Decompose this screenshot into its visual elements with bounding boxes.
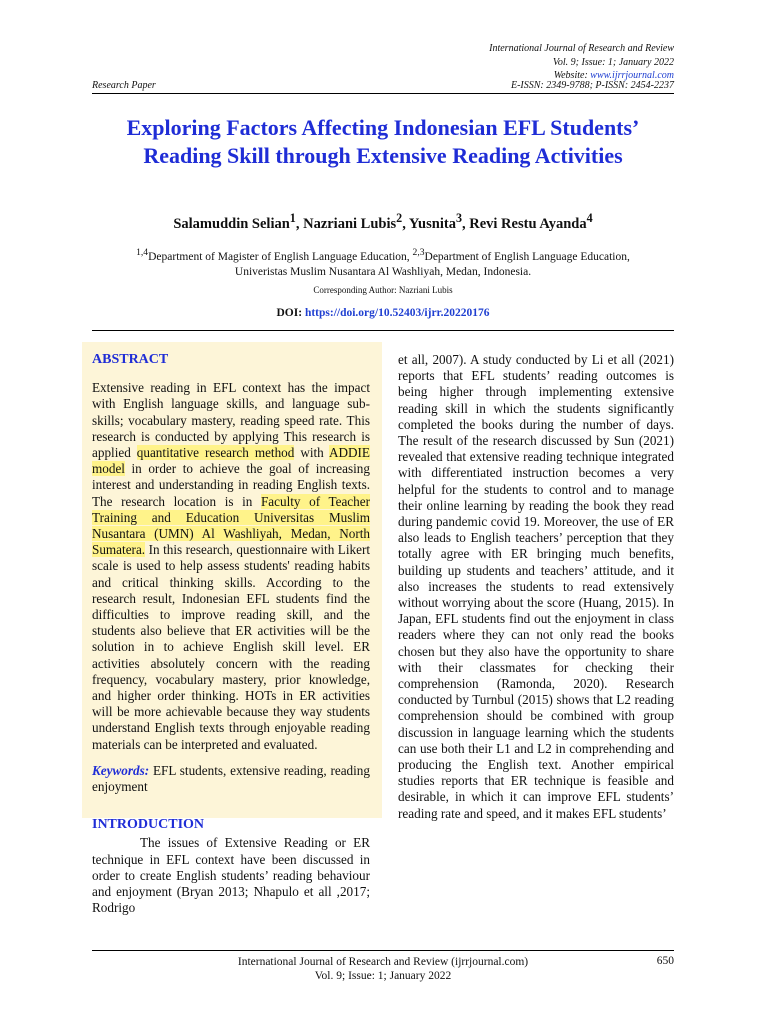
- journal-header: [489, 42, 674, 83]
- journal-name: International Journal of Research and Review: [489, 43, 674, 54]
- affiliation-line-1: [92, 245, 674, 265]
- author-sup: 4: [586, 211, 593, 225]
- corresponding-author: Corresponding Author: Nazriani Lubis: [313, 285, 453, 295]
- keywords-text: EFL students, extensive reading, reading enjoyment: [92, 762, 370, 795]
- affil-dept: Department of English Language Education,: [424, 250, 630, 263]
- header-divider: [92, 93, 674, 94]
- keywords: [92, 763, 370, 795]
- author-name: Salamuddin Selian: [173, 215, 290, 232]
- issn: E-ISSN: 2349-9788; P-ISSN: 2454-2237: [510, 80, 674, 91]
- paper-type: Research Paper: [92, 80, 156, 91]
- affiliation-line-2: Univeristas Muslim Nusantara Al Washliyah, Medan, Indonesia.: [234, 265, 532, 278]
- right-column: [398, 352, 674, 822]
- author-list: [92, 211, 674, 233]
- journal-volume: Vol. 9; Issue: 1; January 2022: [552, 56, 674, 68]
- footer-divider: [92, 950, 674, 951]
- affil-sup: 1,4: [136, 247, 149, 258]
- doi-divider: [92, 330, 674, 331]
- page-number: 650: [656, 955, 674, 967]
- author-sep: ,: [295, 215, 304, 232]
- left-column: [92, 352, 370, 917]
- author-sup: 3: [455, 211, 462, 225]
- footer: [92, 955, 674, 983]
- affiliation: [92, 245, 674, 280]
- affil-sup: 2,3: [412, 247, 425, 258]
- affil-dept: Department of Magister of English Language Education,: [148, 250, 413, 263]
- website-link[interactable]: www.ijrrjournal.com: [590, 70, 674, 81]
- abstract-text: [92, 380, 370, 753]
- introduction-text: The issues of Extensive Reading or ER technique in EFL context have been discussed in order to create English students’ reading behaviour and enjoyment (Bryan 2013; Nhapulo et all ,2017; Rodrigo: [92, 835, 370, 916]
- author-sep: ,: [402, 215, 409, 232]
- highlight: ADDIE model: [92, 445, 370, 477]
- abstract-span: Extensive reading in EFL context has the impact with English language skills, and language sub-skills; vocabulary mastery, reading speed rate. This research is conducted by applying This research is applied: [92, 380, 370, 461]
- author-sup: 2: [396, 211, 403, 225]
- abstract-span: in order to achieve the goal of increasing interest and understanding in reading English texts. The research location is in: [92, 461, 370, 509]
- keywords-label: Keywords:: [92, 762, 150, 778]
- abstract-span: In this research, questionnaire with Likert scale is used to help assess students' reading habits and critical thinking skills. According to the research result, Indonesian EFL students find the difficulties to improve reading skill, and the students also believe that ER activities will be the solution in to achieve English skill level. ER activities absolutely concern with the reading frequency, vocabulary mastery, prior knowledge, and higher order thinking. HOTs in ER activities will be more achievable because they way students understand English texts through enjoyable reading materials can be interpreted and evaluated.: [92, 542, 370, 752]
- abstract-heading: ABSTRACT: [92, 352, 169, 367]
- highlight: Faculty of Teacher Training and Education Universitas Muslim Nusantara (UMN) Al Washliyah, Medan, North Sumatera.: [92, 493, 370, 558]
- author-sup: 1: [289, 211, 296, 225]
- doi: [92, 307, 674, 319]
- footer-journal: International Journal of Research and Review (ijrrjournal.com): [237, 956, 529, 968]
- highlight: quantitative research method: [136, 445, 295, 461]
- website-label: Website:: [553, 70, 591, 81]
- introduction-heading: INTRODUCTION: [92, 817, 205, 833]
- footer-volume: Vol. 9; Issue: 1; January 2022: [314, 970, 452, 982]
- abstract-span: with: [294, 445, 329, 461]
- author-name: Revi Restu Ayanda: [469, 215, 587, 232]
- paper-title: Exploring Factors Affecting Indonesian EFL Students’ Reading Skill through Extensive Reading Activities: [126, 115, 640, 168]
- author-sep: ,: [462, 215, 470, 232]
- right-column-text: et all, 2007). A study conducted by Li et all (2021) reports that EFL students’ reading outcomes is being higher through implementing extensive reading skill in which the students significantly completed the books during the number of days. The result of the research discussed by Sun (2021) revealed that extensive reading technique integrated with differentiated instruction becomes a very helpful for the students to control and to manage their online learning by reading the book they read during pandemic covid 19. Moreover, the use of ER also leads to English teachers’ perception that they totally agree with ER bringing much benefits, building up students and teachers’ attitude, and it also increases the students to read extensively without worrying about the score (Huang, 2015). In Japan, EFL students find out the enjoyment in class readers where they can not only read the books chosen but they also have the opportunity to share with their classmates for checking their comprehension (Ramonda, 2020). Research conducted by Turnbul (2015) shows that L2 reading comprehension should be combined with group discussion in language learning which the students can use both their L1 and L2 in comprehending and producing the English text. Another empirical studies reports that ER technique is feasible and desirable, in which it can improve EFL students’ reading rate and speed, and it makes EFL students’: [398, 352, 674, 821]
- author-name: Yusnita: [408, 215, 456, 232]
- doi-link[interactable]: https://doi.org/10.52403/ijrr.20220176: [304, 307, 490, 319]
- author-name: Nazriani Lubis: [303, 215, 397, 232]
- doi-label: DOI:: [276, 307, 305, 319]
